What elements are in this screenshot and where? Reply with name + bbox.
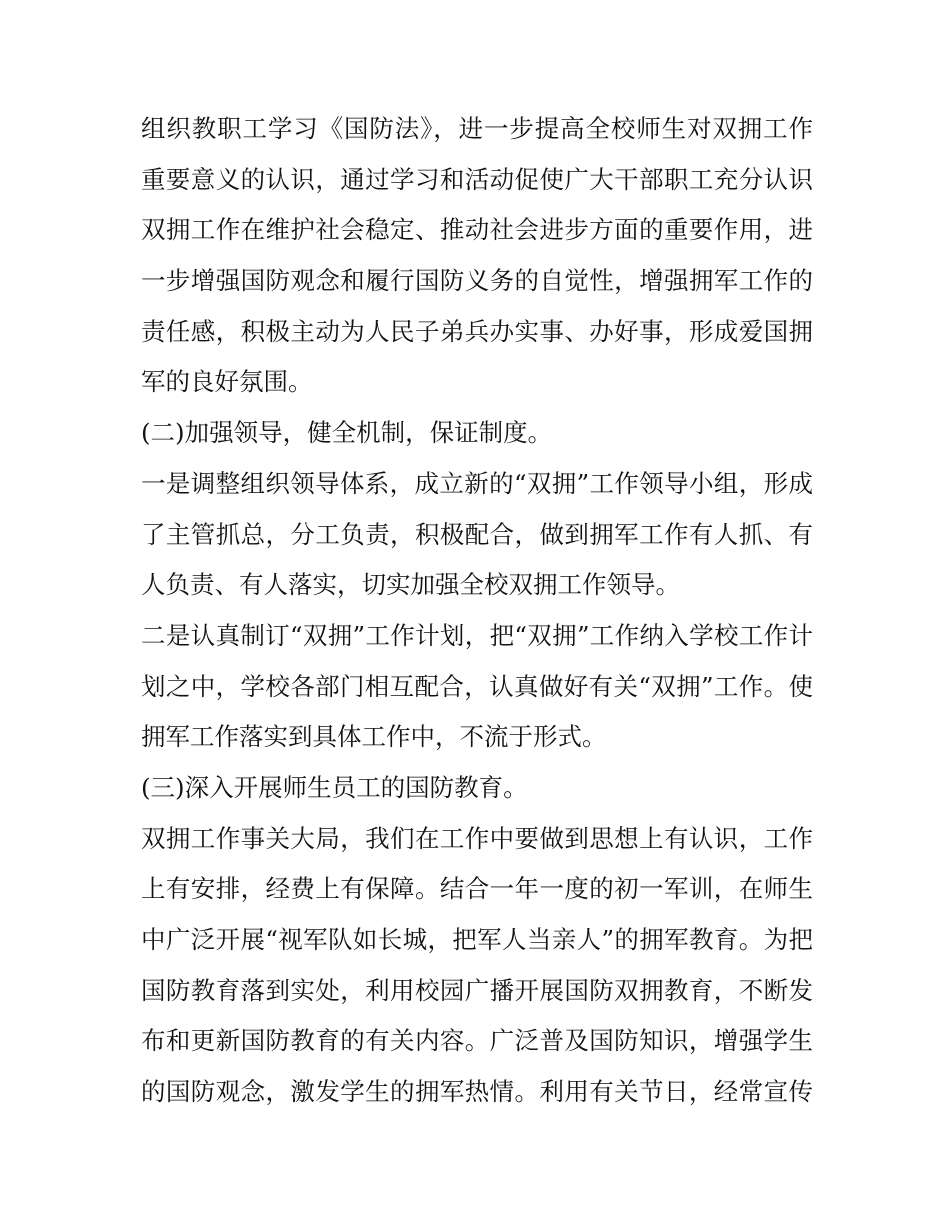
section-heading: (二)加强领导，健全机制，保证制度。: [141, 418, 553, 448]
text-line: 拥军工作落实到具体工作中，不流于形式。: [141, 722, 607, 752]
text-line: 军的良好氛围。: [141, 367, 313, 397]
text-line: 国防教育落到实处，利用校园广播开展国防双拥教育，不断发: [141, 975, 813, 1005]
text-line: 划之中，学校各部门相互配合，认真做好有关“双拥”工作。使: [141, 671, 813, 701]
text-line: 的国防观念，激发学生的拥军热情。利用有关节日，经常宣传: [141, 1077, 813, 1107]
text-line: 布和更新国防教育的有关内容。广泛普及国防知识，增强学生: [141, 1026, 813, 1056]
text-line: 上有安排，经费上有保障。结合一年一度的初一军训，在师生: [141, 874, 813, 904]
text-line: 双拥工作在维护社会稳定、推动社会进步方面的重要作用，进: [141, 215, 813, 245]
section-heading: (三)深入开展师生员工的国防教育。: [141, 772, 528, 802]
text-line: 了主管抓总，分工负责，积极配合，做到拥军工作有人抓、有: [141, 519, 813, 549]
text-line: 组织教职工学习《国防法》，进一步提高全校师生对双拥工作: [141, 114, 813, 143]
text-line: 二是认真制订“双拥”工作计划，把“双拥”工作纳入学校工作计: [141, 620, 813, 650]
text-line: 双拥工作事关大局，我们在工作中要做到思想上有认识，工作: [141, 823, 813, 853]
text-line: 一是调整组织领导体系，成立新的“双拥”工作领导小组，形成: [141, 468, 813, 498]
text-line: 人负责、有人落实，切实加强全校双拥工作领导。: [141, 570, 680, 600]
text-line: 一步增强国防观念和履行国防义务的自觉性，增强拥军工作的: [141, 266, 813, 296]
document-body: [141, 104, 813, 1118]
text-line: 重要意义的认识，通过学习和活动促使广大干部职工充分认识: [141, 164, 813, 194]
text-line: 中广泛开展“视军队如长城，把军人当亲人”的拥军教育。为把: [141, 925, 813, 954]
text-line: 责任感，积极主动为人民子弟兵办实事、办好事，形成爱国拥: [141, 316, 813, 346]
